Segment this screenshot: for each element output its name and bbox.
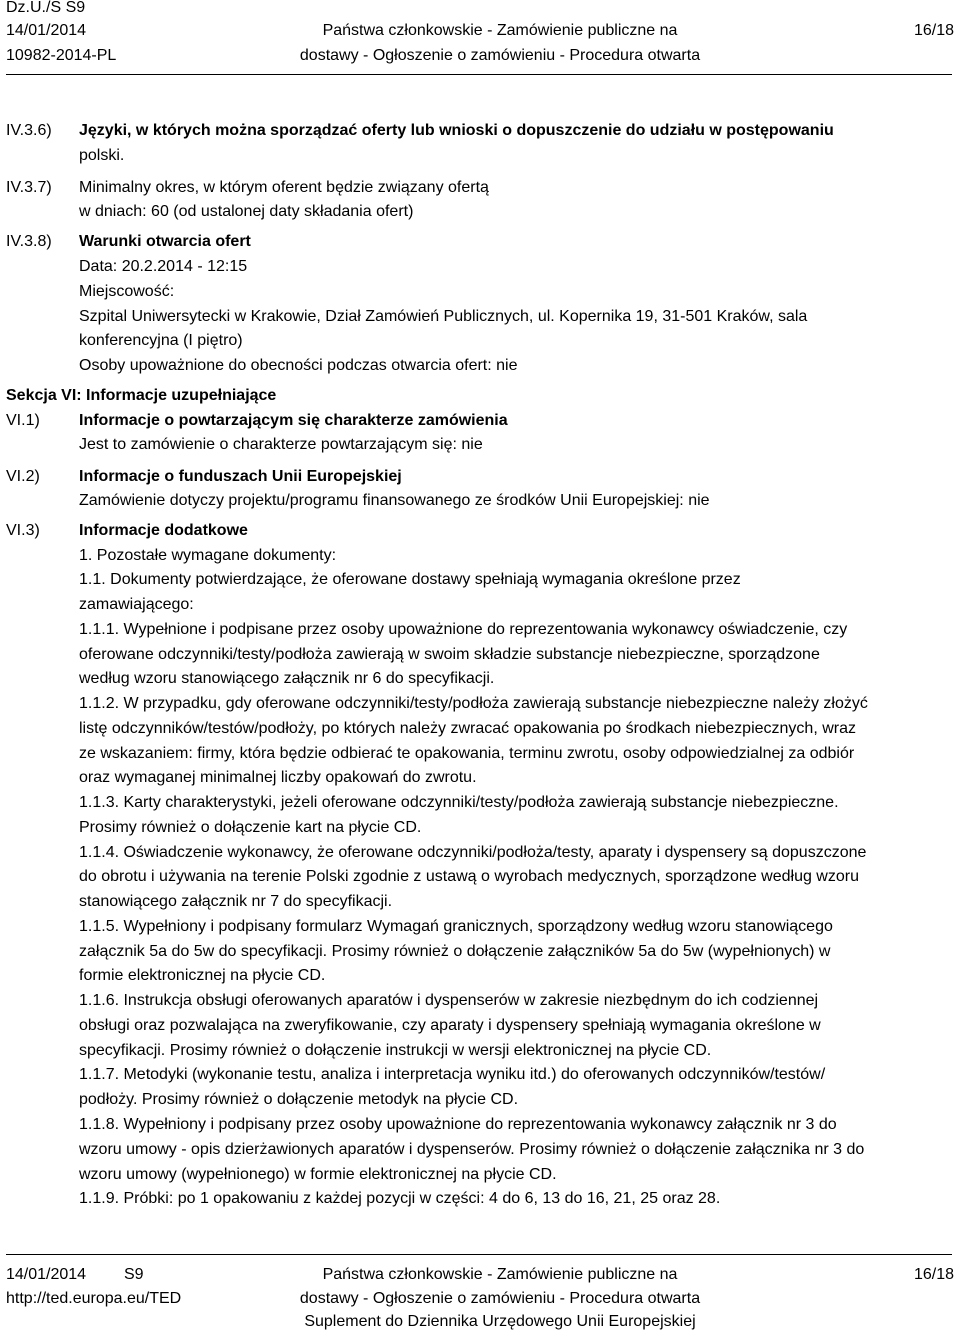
footer-url[interactable]: http://ted.europa.eu/TED	[6, 1290, 182, 1307]
item-title-iv38: Warunki otwarcia ofert	[79, 233, 251, 250]
header-journal-ref: Dz.U./S S9	[6, 0, 86, 16]
additional-info-line: wzoru umowy (wypełnionego) w formie elektronicznej na płycie CD.	[79, 1165, 557, 1183]
additional-info-line: 1.1.5. Wypełniony i podpisany formularz Wymagań granicznych, sporządzony według wzoru stanowiącego	[79, 917, 833, 935]
additional-info-line: 1.1.1. Wypełnione i podpisane przez osoby upoważnione do reprezentowania wykonawcy oświadczenie, czy	[79, 620, 848, 638]
item-persons-iv38: Osoby upoważnione do obecności podczas otwarcia ofert: nie	[79, 357, 518, 374]
footer-series: S9	[124, 1266, 144, 1283]
additional-info-line: 1. Pozostałe wymagane dokumenty:	[79, 546, 337, 564]
footer-date: 14/01/2014	[6, 1266, 87, 1283]
item-title-iv37: Minimalny okres, w którym oferent będzie związany ofertą	[79, 179, 489, 196]
additional-info-line: zamawiającego:	[79, 596, 194, 614]
footer-title-line2: dostawy - Ogłoszenie o zamówieniu - Procedura otwarta	[299, 1290, 701, 1307]
item-title-vi2: Informacje o funduszach Unii Europejskiej	[79, 468, 402, 485]
additional-info-line: według wzoru stanowiącego załącznik nr 6 do specyfikacji.	[79, 670, 495, 688]
item-number-iv36: IV.3.6)	[6, 122, 52, 139]
footer-title-line3: Suplement do Dziennika Urzędowego Unii Europejskiej	[304, 1313, 696, 1330]
additional-info-line: 1.1.3. Karty charakterystyki, jeżeli oferowane odczynniki/testy/podłoża zawierają substancje niebezpieczne.	[79, 794, 839, 812]
additional-info-line: stanowiącego załącznik nr 7 do specyfikacji.	[79, 893, 393, 911]
item-place-line1-iv38: Szpital Uniwersytecki w Krakowie, Dział Zamówień Publicznych, ul. Kopernika 19, 31-501 Kraków, sala	[79, 308, 808, 325]
footer-title-line1: Państwa członkowskie - Zamówienie publiczne na	[322, 1266, 678, 1283]
additional-info-line: do obrotu i używania na terenie Polski zgodnie z ustawą o wyrobach medycznych, sporządzone według wzoru	[79, 868, 859, 886]
additional-info-line: formie elektronicznej na płycie CD.	[79, 967, 326, 985]
item-place-line2-iv38: konferencyjna (I piętro)	[79, 332, 243, 349]
header-date: 14/01/2014	[6, 22, 87, 39]
item-number-iv37: IV.3.7)	[6, 179, 52, 196]
additional-info-line: ze wskazaniem: firmy, która będzie odbierać te opakowania, terminu zwrotu, osoby odpowiedzialnej za odbiór	[79, 744, 855, 762]
item-value-iv37: w dniach: 60 (od ustalonej daty składania ofert)	[79, 203, 414, 220]
item-number-vi1: VI.1)	[6, 412, 40, 429]
item-value-vi2: Zamówienie dotyczy projektu/programu finansowanego ze środków Unii Europejskiej: nie	[79, 492, 710, 509]
additional-info-line: 1.1.6. Instrukcja obsługi oferowanych aparatów i dyspenserów w zakresie niezbędnym do ich codziennej	[79, 992, 819, 1010]
item-value-vi1: Jest to zamówienie o charakterze powtarzającym się: nie	[79, 436, 483, 453]
additional-info-line: 1.1.2. W przypadku, gdy oferowane odczynniki/testy/podłoża zawierają substancje niebezpieczne należy złożyć	[79, 695, 868, 713]
footer-page-number: 16/18	[913, 1266, 954, 1283]
item-number-vi3: VI.3)	[6, 522, 40, 539]
additional-info-line: obsługi oraz pozwalająca na zweryfikowanie, czy aparaty i dyspensery spełniają wymagania określone w	[79, 1016, 821, 1034]
footer-divider	[6, 1254, 952, 1255]
additional-info-line: 1.1.4. Oświadczenie wykonawcy, że oferowane odczynniki/podłoża/testy, aparaty i dyspensery są dopuszczone	[79, 843, 867, 861]
section-heading: Sekcja VI: Informacje uzupełniające	[6, 387, 277, 404]
item-place-label-iv38: Miejscowość:	[79, 283, 175, 300]
header-divider	[6, 74, 952, 75]
additional-info-line: wzoru umowy - opis dzierżawionych aparatów i dyspenserów. Prosimy również o dołączenie załącznika nr 3 do	[79, 1140, 865, 1158]
additional-info-line: 1.1.9. Próbki: po 1 opakowaniu z każdej pozycji w części: 4 do 6, 13 do 16, 21, 25 oraz 28.	[79, 1190, 721, 1208]
item-title-vi3: Informacje dodatkowe	[79, 522, 248, 539]
additional-info-line: podłoży. Prosimy również o dołączenie metodyk na płycie CD.	[79, 1091, 519, 1109]
header-page-number: 16/18	[913, 22, 954, 39]
additional-info-line: oferowane odczynniki/testy/podłoża zawierają w swoim składzie substancje niebezpieczne, sporządzone	[79, 645, 820, 663]
item-title-vi1: Informacje o powtarzającym się charakterze zamówienia	[79, 412, 508, 429]
additional-info-line: Prosimy również o dołączenie kart na płycie CD.	[79, 818, 422, 836]
additional-info-line: listę odczynników/testów/podłoży, po których należy zwracać opakowania po środkach niebezpiecznych, wraz	[79, 719, 856, 737]
additional-info-line: 1.1.8. Wypełniony i podpisany przez osoby upoważnione do reprezentowania wykonawcy załącznik nr 3 do	[79, 1115, 837, 1133]
additional-info-line: 1.1.7. Metodyki (wykonanie testu, analiza i interpretacja wyniku itd.) do oferowanych odczynników/testów/	[79, 1066, 826, 1084]
item-number-iv38: IV.3.8)	[6, 233, 52, 250]
additional-info-line: oraz wymaganej minimalnej liczby opakowań do zwrotu.	[79, 769, 477, 787]
header-title-line2: dostawy - Ogłoszenie o zamówieniu - Procedura otwarta	[299, 47, 701, 64]
header-title-line1: Państwa członkowskie - Zamówienie publiczne na	[322, 22, 678, 39]
item-title-iv36: Języki, w których można sporządzać oferty lub wnioski o dopuszczenie do udziału w postępowaniu	[79, 122, 834, 139]
item-value-iv36: polski.	[79, 147, 125, 164]
additional-info-line: załącznik 5a do 5w do specyfikacji. Prosimy również o dołączenie załączników 5a do 5w (wypełnionych) w	[79, 942, 831, 960]
item-number-vi2: VI.2)	[6, 468, 40, 485]
additional-info-line: specyfikacji. Prosimy również o dołączenie instrukcji w wersji elektronicznej na płycie CD.	[79, 1041, 712, 1059]
item-date-iv38: Data: 20.2.2014 - 12:15	[79, 258, 248, 275]
header-notice-number: 10982-2014-PL	[6, 47, 117, 64]
additional-info-line: 1.1. Dokumenty potwierdzające, że oferowane dostawy spełniają wymagania określone przez	[79, 571, 741, 589]
